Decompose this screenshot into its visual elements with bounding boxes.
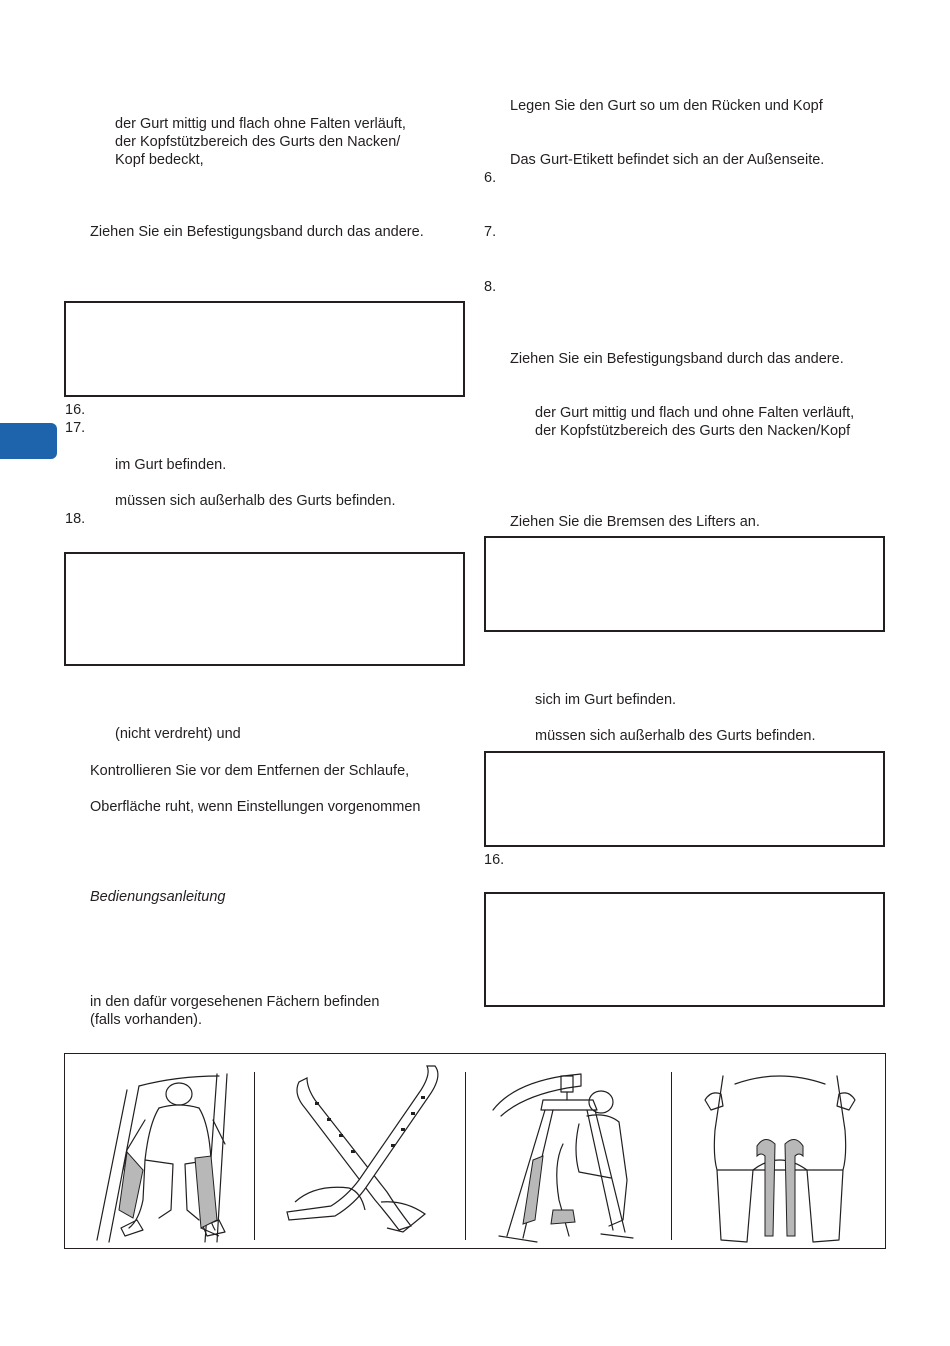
left-text-kopfstuetz: der Kopfstützbereich des Gurts den Nacken/ [115,134,401,150]
leg-straps-between-legs-icon [695,1060,865,1244]
right-step-number-8: 8. [484,279,497,295]
left-text-kontrollieren: Kontrollieren Sie vor dem Entfernen der Schlaufe, [90,763,410,779]
right-text-bremsen: Ziehen Sie die Bremsen des Lifters an. [510,514,760,530]
left-step-number-18: 18. [65,511,86,527]
right-note-box-1 [484,536,885,632]
right-step-number-6: 6. [484,170,497,186]
right-note-box-3 [484,892,885,1007]
illustration-panel [64,1053,886,1249]
left-text-befestigungsband: Ziehen Sie ein Befestigungsband durch das andere. [90,224,424,240]
left-step-number-16: 16. [65,402,86,418]
figure-separator-2 [465,1072,466,1240]
left-text-faechern: in den dafür vorgesehenen Fächern befinden [90,994,380,1010]
right-text-legen-sie: Legen Sie den Gurt so um den Rücken und Kopf [510,98,823,114]
crossed-sling-straps-icon [275,1060,465,1244]
left-note-box-2 [64,552,465,666]
left-text-kopf-bedeckt: Kopf bedeckt, [115,152,204,168]
figure-separator-1 [254,1072,255,1240]
left-text-im-gurt: im Gurt befinden. [115,457,227,473]
right-text-gurt-mittig: der Gurt mittig und flach und ohne Falten verläuft, [535,405,855,421]
right-text-kopfstuetz: der Kopfstützbereich des Gurts den Nacken/Kopf [535,423,851,439]
left-text-nicht-verdreht: (nicht verdreht) und [115,726,241,742]
left-text-oberflaeche: Oberfläche ruht, wenn Einstellungen vorgenommen [90,799,421,815]
figure-separator-3 [671,1072,672,1240]
right-note-box-2 [484,751,885,847]
left-note-box-1 [64,301,465,397]
left-step-number-17: 17. [65,420,86,436]
right-text-befestigungsband: Ziehen Sie ein Befestigungsband durch das andere. [510,351,844,367]
right-text-im-gurt: sich im Gurt befinden. [535,692,677,708]
right-step-number-16: 16. [484,852,505,868]
left-text-gurt-mittig: der Gurt mittig und flach ohne Falten verläuft, [115,116,406,132]
section-tab-marker [0,423,57,459]
right-text-etikett: Das Gurt-Etikett befindet sich an der Außenseite. [510,152,825,168]
right-text-ausserhalb: müssen sich außerhalb des Gurts befinden. [535,728,816,744]
left-text-ausserhalb: müssen sich außerhalb des Gurts befinden. [115,493,396,509]
left-text-bedienungsanleitung: Bedienungsanleitung [90,889,226,905]
right-step-number-7: 7. [484,224,497,240]
lying-patient-sling-icon [87,1060,257,1244]
seated-patient-lifter-icon [483,1060,663,1244]
left-text-falls-vorhanden: (falls vorhanden). [90,1012,203,1028]
